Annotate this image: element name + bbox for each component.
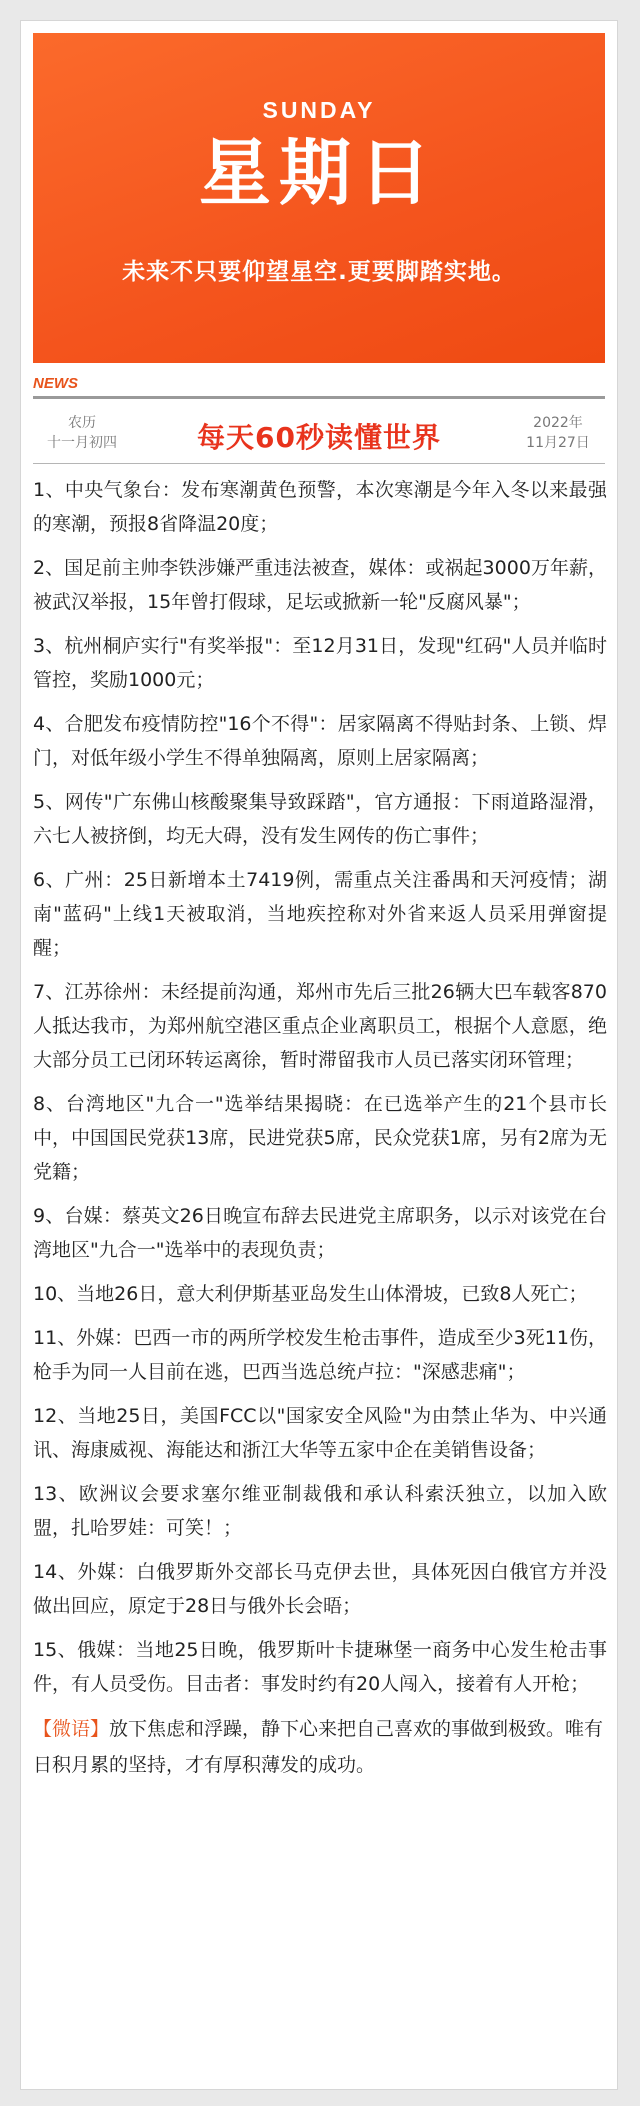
news-item-15: 15、俄媒：当地25日晚，俄罗斯叶卡捷琳堡一商务中心发生枪击事件，有人员受伤。目击者：事发时约有20人闯入，接着有人开枪； bbox=[33, 1639, 607, 1695]
news-item-3: 3、杭州桐庐实行"有奖举报"：至12月31日，发现"红码"人员并临时管控，奖励1000元； bbox=[33, 635, 607, 691]
lunar-label: 农历 bbox=[68, 415, 96, 431]
date-month-day: 11月27日 bbox=[526, 435, 590, 451]
news-item-4: 4、合肥发布疫情防控"16个不得"：居家隔离不得贴封条、上锁、焊门，对低年级小学生不得单独隔离，原则上居家隔离； bbox=[33, 713, 607, 769]
gregorian-date-block bbox=[513, 413, 603, 453]
closing-text: 放下焦虑和浮躁，静下心来把自己喜欢的事做到极致。唯有日积月累的坚持，才有厚积薄发的成功。 bbox=[33, 1718, 604, 1776]
divider-thin bbox=[33, 463, 605, 464]
closing-quote bbox=[33, 1711, 607, 1783]
divider-thick bbox=[33, 396, 605, 399]
news-item-10: 10、当地26日，意大利伊斯基亚岛发生山体滑坡，已致8人死亡； bbox=[33, 1283, 588, 1305]
news-list bbox=[33, 473, 607, 1802]
news-item-12: 12、当地25日，美国FCC以"国家安全风险"为由禁止华为、中兴通讯、海康威视、海能达和浙江大华等五家中企在美销售设备； bbox=[33, 1405, 607, 1461]
news-item-8: 8、台湾地区"九合一"选举结果揭晓：在已选举产生的21个县市长中，中国国民党获13席，民进党获5席，民众党获1席，另有2席为无党籍； bbox=[33, 1093, 607, 1183]
date-year: 2022年 bbox=[533, 415, 583, 431]
lunar-date-block bbox=[37, 413, 127, 453]
news-item-14: 14、外媒：白俄罗斯外交部长马克伊去世，具体死因白俄官方并没做出回应，原定于28日与俄外长会晤； bbox=[33, 1561, 607, 1617]
news-item-2: 2、国足前主帅李铁涉嫌严重违法被查，媒体：或祸起3000万年薪，被武汉举报，15年曾打假球，足坛或掀新一轮"反腐风暴"； bbox=[33, 557, 607, 613]
news-item-9: 9、台媒：蔡英文26日晚宣布辞去民进党主席职务，以示对该党在台湾地区"九合一"选举中的表现负责； bbox=[33, 1205, 607, 1261]
banner-day-chinese: 星期日 bbox=[198, 131, 439, 215]
closing-tag: 【微语】 bbox=[33, 1718, 110, 1740]
news-section-label: NEWS bbox=[33, 375, 78, 392]
news-item-6: 6、广州：25日新增本土7419例，需重点关注番禺和天河疫情；湖南"蓝码"上线1天被取消，当地疾控称对外省来返人员采用弹窗提醒； bbox=[33, 869, 607, 959]
banner-day-english: SUNDAY bbox=[262, 97, 376, 123]
news-item-5: 5、网传"广东佛山核酸聚集导致踩踏"，官方通报：下雨道路湿滑，六七人被挤倒，均无大碍，没有发生网传的伤亡事件； bbox=[33, 791, 607, 847]
news-item-7: 7、江苏徐州：未经提前沟通，郑州市先后三批26辆大巴车载客870人抵达我市，为郑州航空港区重点企业离职员工，根据个人意愿，绝大部分员工已闭环转运离徐，暂时滞留我市人员已落实闭环管理； bbox=[33, 981, 607, 1071]
article-card bbox=[20, 20, 618, 2090]
news-item-13: 13、欧洲议会要求塞尔维亚制裁俄和承认科索沃独立，以加入欧盟，扎哈罗娃：可笑！； bbox=[33, 1483, 607, 1539]
banner-slogan: 未来不只要仰望星空.更要脚踏实地。 bbox=[122, 259, 516, 285]
news-item-1: 1、中央气象台：发布寒潮黄色预警，本次寒潮是今年入冬以来最强的寒潮，预报8省降温20度； bbox=[33, 479, 607, 535]
news-item-11: 11、外媒：巴西一市的两所学校发生枪击事件，造成至少3死11伤，枪手为同一人目前在逃，巴西当选总统卢拉："深感悲痛"； bbox=[33, 1327, 607, 1383]
page-title: 每天60秒读懂世界 bbox=[197, 421, 441, 454]
lunar-date: 十一月初四 bbox=[47, 435, 117, 451]
day-banner bbox=[33, 33, 605, 363]
